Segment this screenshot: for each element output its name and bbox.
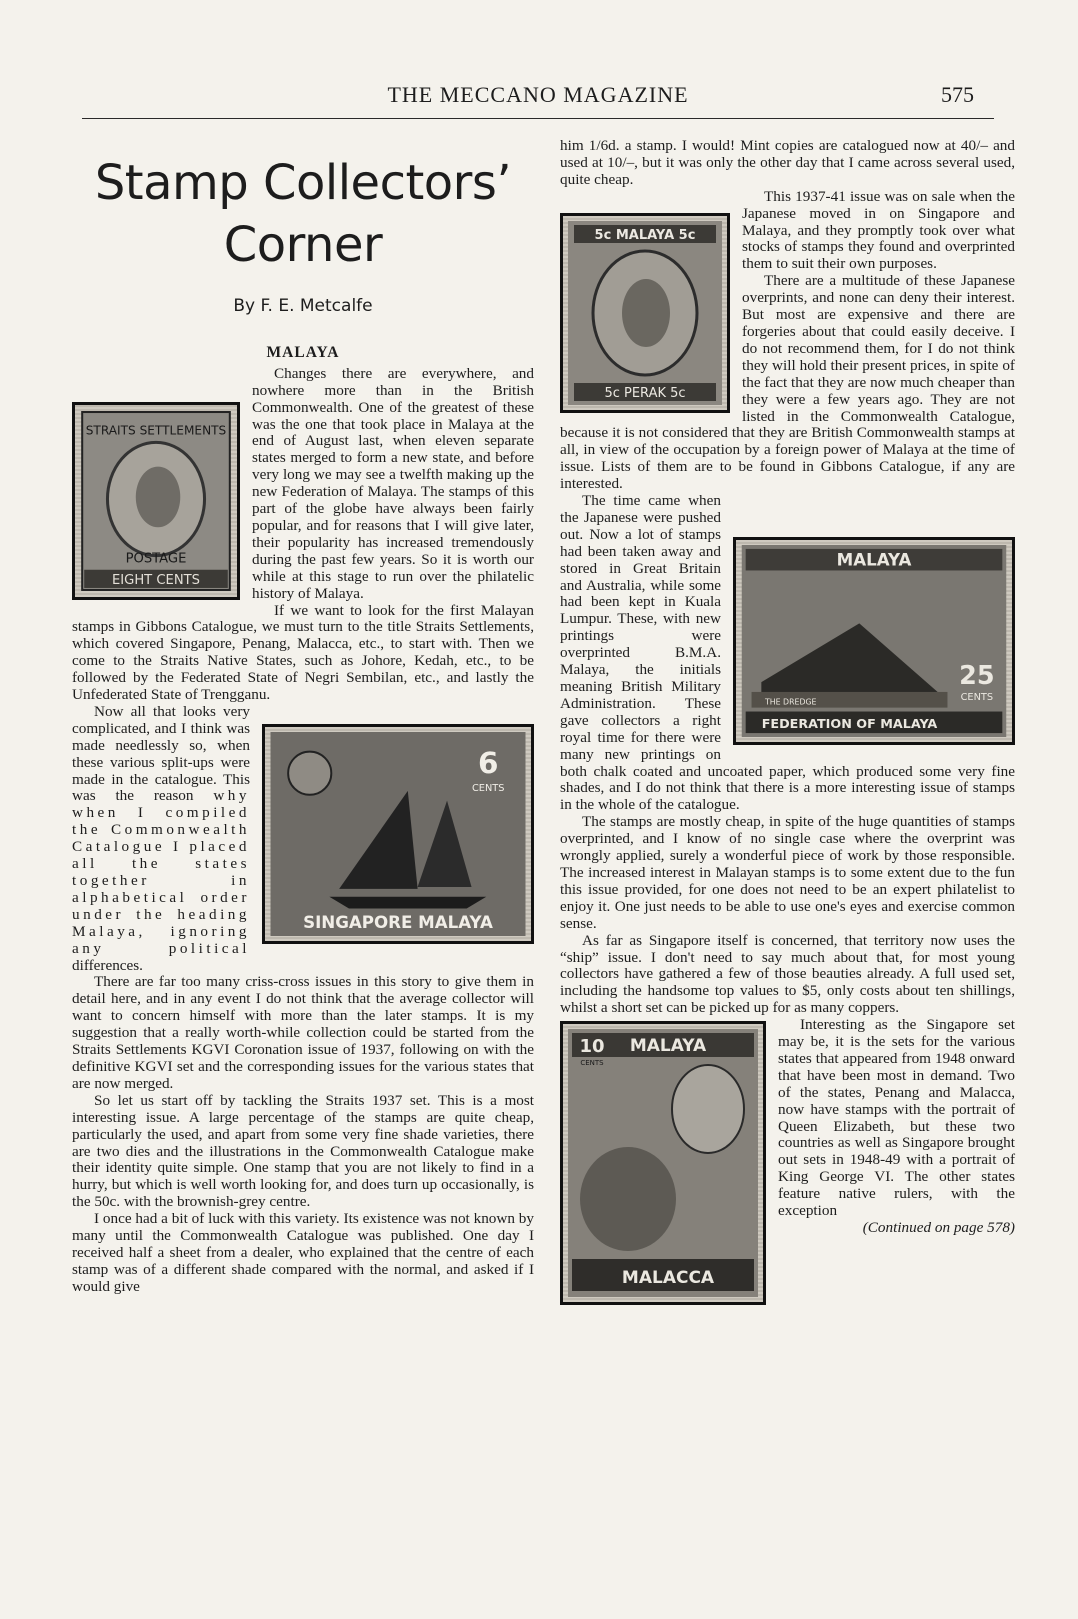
article-title: Stamp Collectors’ Corner [94,155,512,273]
stamp-top-label: MALAYA [836,550,912,570]
stamp-value: 25 [959,661,995,692]
stamp-top-label: MALAYA [629,1036,707,1057]
paragraph: I once had a bit of luck with this variety. Its existence was not known by many until the Commonwealth Catalogue was published. One day I received half a sheet from a dealer, who explained that the centre of each stamp was of a different shade compared with the normal, and asked if I would give [72,1210,534,1295]
paragraph: Now all that looks very complicated, and I think was made needlessly so, when these various split-ups were made in the catalogue. This was the reason why when I compiled the Commonwealth Catalogue I placed all the states together in alphabetical order under the heading Malaya, ignoring any political differences. [72,702,250,974]
stamp-unit: CENTS [960,691,994,703]
right-column [560,138,1015,1311]
paragraph: If we want to look for the first Malayan stamps in Gibbons Catalogue, we must turn to the title Straits Settlements, which covered Singapore, Penang, Malacca, etc., to start with. Then we come to the Straits Native States, such as Johore, Kedah, etc., to be followed by the Federated State of Negri Sembilan, etc., and lastly the Unfederated State of Trengganu. [72,601,534,704]
stamp-top-label: STRAITS SETTLEMENTS [85,423,227,438]
paragraph: The time came when the Japanese were pushed out. Now a lot of stamps had been taken away and stored in Great Britain and Australia, while some had been kept in Kuala Lumpur. These, with new printings were overprinted B.M.A. Malaya, the initials meaning British Military Administration. These gave collectors a right royal time for there were many new printings on both chalk coated and uncoated paper, which produced some very fine shades, and I do not think that there is a more interesting issue of stamps in the whole of the catalogue. [560,492,1015,814]
stamp-unit: CENTS [471,782,505,794]
paragraph: There are a multitude of these Japanese overprints, and none can deny their interest. But most are expensive and there are forgeries about that could easily deceive. I do not recommend them, for I do not think they will hold their present prices, in spite of the fact that they are now much cheaper than they were a few years ago. They are not listed in the Commonwealth Catalogue, because it is not considered that they are British Commonwealth stamps at all, in view of the occupation by a foreign power of Malaya at the time of issue. Lists of them are to be found in Gibbons Catalogue, if any are interested. [560,272,1015,493]
paragraph: The stamps are mostly cheap, in spite of the huge quantities of stamps overprinted, and I know of no single case where the overprint was wrongly applied, surely a wonderful piece of work by those responsible. The increased interest in Malayan stamps is to some extent due to the fun this issue provided, for one does not need to be an expert philatelist to enjoy it. One just needs to be able to use one's eyes and exercise common sense. [560,813,1015,932]
byline: By F. E. Metcalfe [233,296,373,316]
paragraph: This 1937-41 issue was on sale when the Japanese moved in on Singapore and Malaya, and they promptly took over what stocks of stamps they found and overprinted them to suit their own purposes. [742,187,1015,273]
stamp-top-label: 5c MALAYA 5c [594,227,696,243]
malacca-stamp-image [560,1021,766,1305]
stamp-unit: CENTS [580,1059,604,1068]
page-header [82,80,994,119]
paragraph: him 1/6d. a stamp. I would! Mint copies are catalogued now at 40/– and used at 10/–, but it was only the other day that I came across several used, quite cheap. [560,137,1015,188]
paragraph: Changes there are everywhere, and nowhere more than in the British Commonwealth. One of the greatest of these was the one that took place in Malaya at the end of August last, when eleven separate states merged to form a new state, and before very long we may see a twelfth making up the new Federation of Malaya. The stamps of this part of the globe have always been fairly popular, and for reasons that I will give later, their popularity has increased tremendously during the past few years. So it is worth our while at this stage to run over the philatelic history of Malaya. [252,364,534,602]
paragraph: As far as Singapore itself is concerned, that territory now uses the “ship” issue. I don't need to say much about that, for most young collectors have gathered a few of those beauties already. A full used set, including the handsome top values to $5, only costs about ten shillings, whilst a short set can be picked up for as many coppers. [560,931,1015,1017]
paragraph: There are far too many criss-cross issues in this story to give them in detail here, and in any event I do not think that the average collector will want to concern himself with more than the later stamps. It is my suggestion that a really worth-while collection could be started from the Straits Settlements KGVI Coronation issue of 1937, following on with the definitive KGVI set and the corresponding issues for the various states that are now merged. [72,973,534,1092]
federation-of-malaya-stamp-image [733,537,1015,745]
stamp-value: 6 [477,746,499,781]
section-heading: MALAYA [266,343,340,361]
singapore-ship-stamp-image [262,724,534,944]
left-column [72,140,534,1296]
stamp-bottom-label: SINGAPORE MALAYA [303,913,493,933]
page-number: 575 [941,82,974,107]
magazine-title: THE MECCANO MAGAZINE [387,82,689,107]
stamp-caption: THE DREDGE [764,697,817,707]
stamp-value: 10 [579,1036,605,1058]
paragraph: Interesting as the Singapore set may be, it is the sets for the various states that appeared from 1948 onward that have been most in demand. Two of the states, Penang and Malacca, now have stamps with the portrait of Queen Elizabeth, but these two countries as well as Singapore brought out sets in 1948-49 with a portrait of King George VI. The other states feature native rulers, with the exception [778,1016,1015,1220]
straits-settlements-stamp-image [72,402,240,600]
paragraph: So let us start off by tackling the Straits 1937 set. This is a most interesting issue. A large percentage of the stamps are quite cheap, particularly the used, and apart from some very fine shade varieties, there are two dies and the illustrations in the Commonwealth Catalogue make their identity quite simple. One stamp that you are not likely to find in a hurry, but which is well worth looking for, and does turn up occasionally, is the 50c. with the brownish-grey centre. [72,1091,534,1211]
continued-note: (Continued on page 578) [862,1219,1015,1236]
stamp-side-label: POSTAGE [125,551,187,567]
perak-stamp-image [560,213,730,413]
stamp-bottom-label: EIGHT CENTS [111,572,201,588]
stamp-bottom-label: FEDERATION OF MALAYA [761,717,938,733]
stamp-bottom-label: MALACCA [621,1268,715,1289]
stamp-bottom-label: 5c PERAK 5c [604,385,686,401]
